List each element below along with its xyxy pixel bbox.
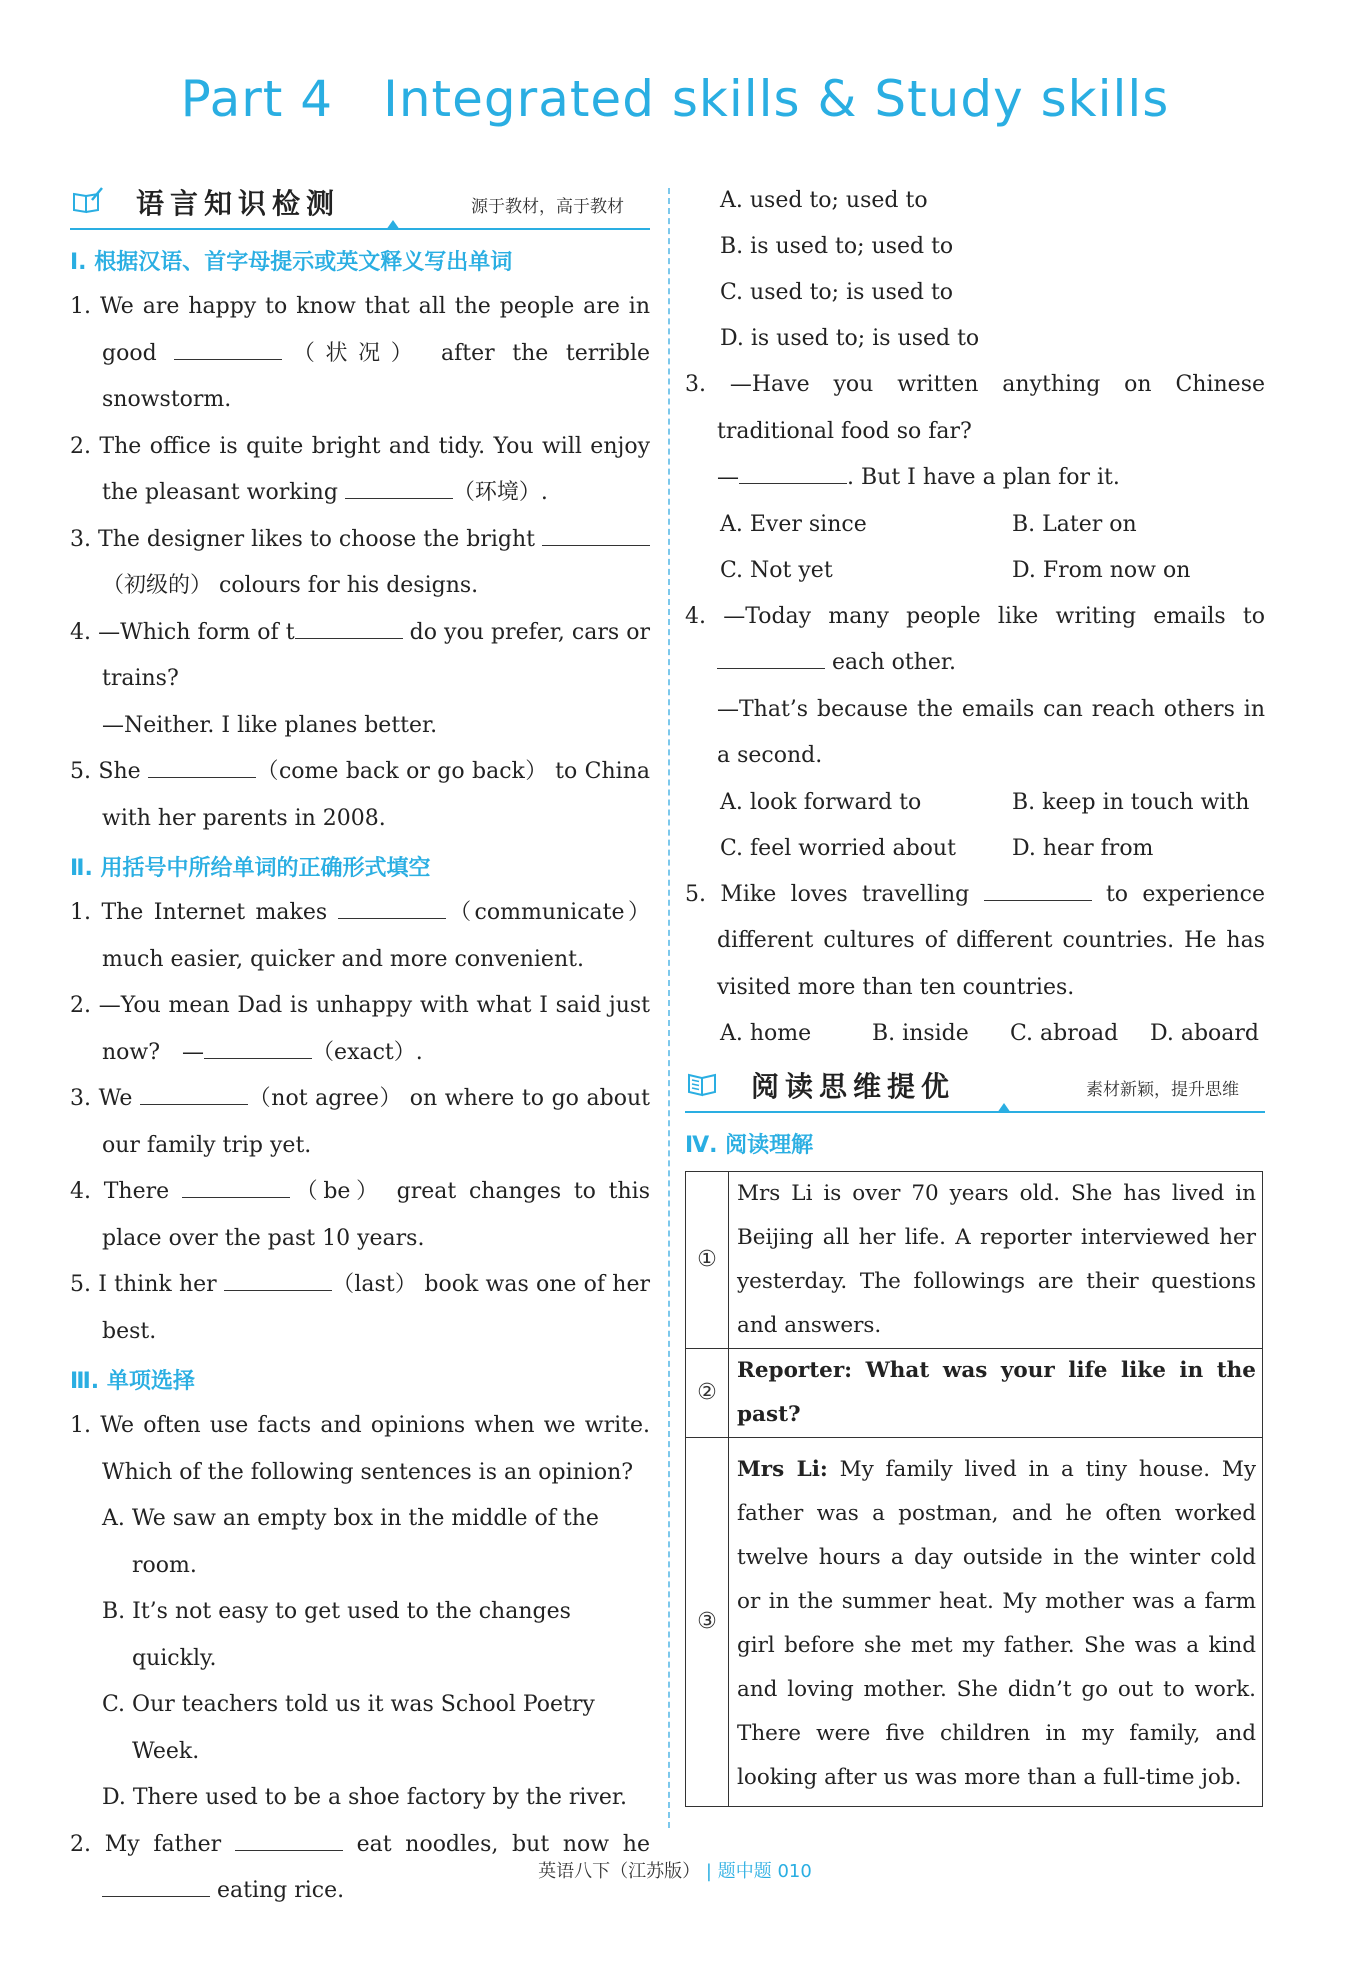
book-pen-icon [72,186,104,214]
row-text: Mrs Li is over 70 years old. She has lived in Beijing all her life. A reporter interviewed her yesterday. The followings are their questions and answers. [729,1172,1263,1349]
p3-q4: 4. —Today many people like writing emails to each other. —That’s because the emails can reach others in a second. [685,603,1265,768]
row-text: Reporter: What was your life like in the past? [729,1349,1263,1438]
table-row [686,1349,1263,1438]
p2-q3: 3. We （not agree） on where to go about our family trip yet. [70,1076,650,1169]
p2-q4: 4. There （be） great changes to this place over the past 10 years. [70,1169,650,1262]
open-book-icon [687,1069,719,1097]
p3-q4-option-c[interactable]: C. feel worried about [720,835,956,861]
right-column [685,178,1265,1807]
section-title: 语言知识检测 [136,187,341,220]
answer-blank[interactable] [224,1268,332,1291]
p1-q2: 2. The office is quite bright and tidy. You will enjoy the pleasant working （环境）. [70,433,650,505]
footer-book: 英语八下（江苏版） [538,1861,701,1882]
part-label: Part 4 [180,70,334,128]
p3-q2-option-c[interactable]: C. used to; is used to [720,280,954,305]
answer-blank[interactable] [174,337,282,360]
answer-blank[interactable] [295,616,403,639]
row-number: ② [686,1349,729,1438]
reading-table [685,1171,1263,1807]
answer-blank[interactable] [338,896,446,919]
p3-q1-option-d[interactable]: D. There used to be a shoe factory by the river. [102,1785,628,1810]
table-row [686,1172,1263,1349]
header-marker [997,1103,1011,1113]
answer-blank[interactable] [345,476,453,499]
p3-q3-option-d[interactable]: D. From now on [1012,557,1191,583]
p3-q2-option-d[interactable]: D. is used to; is used to [720,326,980,351]
p3-q3-options-row2 [685,548,1265,594]
p2-q2: 2. —You mean Dad is unhappy with what I said just now? — （exact）. [70,993,650,1065]
p3-q4-option-a[interactable]: A. look forward to [720,789,922,815]
p3-q5-option-d[interactable]: D. aboard [1150,1021,1260,1046]
section-subtitle: 源于教材，高于教材 [471,197,624,217]
section-header-language [70,180,650,230]
answer-blank[interactable] [140,1082,248,1105]
footer-separator: | [705,1861,712,1882]
p1-q4: 4. —Which form of t do you prefer, cars or trains? —Neither. I like planes better. [70,610,650,750]
section-subtitle: 素材新颖，提升思维 [1086,1080,1239,1100]
p3-q1: 1. We often use facts and opinions when we write. Which of the following sentences is an opinion? [70,1413,650,1485]
answer-blank[interactable] [182,1175,290,1198]
p1-q3: 3. The designer likes to choose the bright （初级的） colours for his designs. [70,517,650,610]
row-number: ③ [686,1438,729,1807]
table-row [686,1438,1263,1807]
p2-q5: 5. I think her （last） book was one of her best. [70,1262,650,1355]
p1-q5: 5. She （come back or go back） to China with her parents in 2008. [70,749,650,842]
section-header-reading [685,1063,1265,1113]
column-divider [668,188,670,1828]
p3-q3: 3. —Have you written anything on Chinese traditional food so far? — . But I have a plan for it. [685,372,1265,490]
answer-blank[interactable] [984,878,1092,901]
p3-q4-options-row1 [685,780,1265,826]
part-name: Integrated skills & Study skills [383,70,1170,128]
answer-blank[interactable] [204,1036,312,1059]
left-column [70,180,650,1915]
page-title [0,70,1350,128]
p3-q5: 5. Mike loves travelling to experience different cultures of different countries. He has visited more than ten countries. [685,872,1265,1012]
p3-q5-options [685,1011,1265,1057]
page-number: 010 [777,1861,812,1882]
answer-blank[interactable] [542,523,650,546]
p3-q1-option-c[interactable]: C. Our teachers told us it was School Poetry Week. [102,1692,595,1764]
answer-blank[interactable] [148,755,256,778]
p3-q5-option-c[interactable]: C. abroad [1010,1021,1119,1046]
answer-blank[interactable] [717,646,825,669]
p3-q3-option-b[interactable]: B. Later on [1012,511,1137,537]
p3-q5-option-a[interactable]: A. home [720,1021,812,1046]
p1-q1: 1. We are happy to know that all the people are in good （状况） after the terrible snowstorm. [70,294,650,412]
p2-q1: 1. The Internet makes （communicate） much easier, quicker and more convenient. [70,890,650,983]
p3-q2: 2. My father eat noodles, but now he eating rice. [70,1822,650,1915]
p3-q2-option-a[interactable]: A. used to; used to [720,188,928,213]
part2-heading: Ⅱ. 用括号中所给单词的正确形式填空 [70,856,431,881]
header-marker [386,220,400,230]
p3-q4-options-row2 [685,826,1265,872]
p3-q3-option-a[interactable]: A. Ever since [720,511,867,537]
answer-blank[interactable] [739,461,847,484]
p3-q1-option-a[interactable]: A. We saw an empty box in the middle of the room. [102,1506,599,1578]
footer-series: 题中题 [717,1861,772,1882]
answer-blank[interactable] [235,1828,343,1851]
part3-heading: Ⅲ. 单项选择 [70,1369,195,1394]
section-title: 阅读思维提优 [751,1070,956,1103]
p3-q3-option-c[interactable]: C. Not yet [720,557,833,583]
p3-q5-option-b[interactable]: B. inside [872,1021,969,1046]
p3-q4-option-b[interactable]: B. keep in touch with [1012,789,1250,815]
page-footer [0,1857,1350,1883]
row-text: Mrs Li: My family lived in a tiny house. My father was a postman, and he often worked twelve hours a day outside in the winter cold or in the summer heat. My mother was a farm girl before she met my father. She was a kind and loving mother. She didn’t go out to work. There were five children in my family, and looking after us was more than a full-time job. [729,1438,1263,1807]
p3-q2-option-b[interactable]: B. is used to; used to [720,234,954,259]
p3-q1-option-b[interactable]: B. It’s not easy to get used to the changes quickly. [102,1599,571,1671]
p3-q3-options-row1 [685,502,1265,548]
p3-q4-option-d[interactable]: D. hear from [1012,835,1154,861]
part4-heading: Ⅳ. 阅读理解 [685,1133,814,1158]
part1-heading: Ⅰ. 根据汉语、首字母提示或英文释义写出单词 [70,250,513,275]
row-number: ① [686,1172,729,1349]
